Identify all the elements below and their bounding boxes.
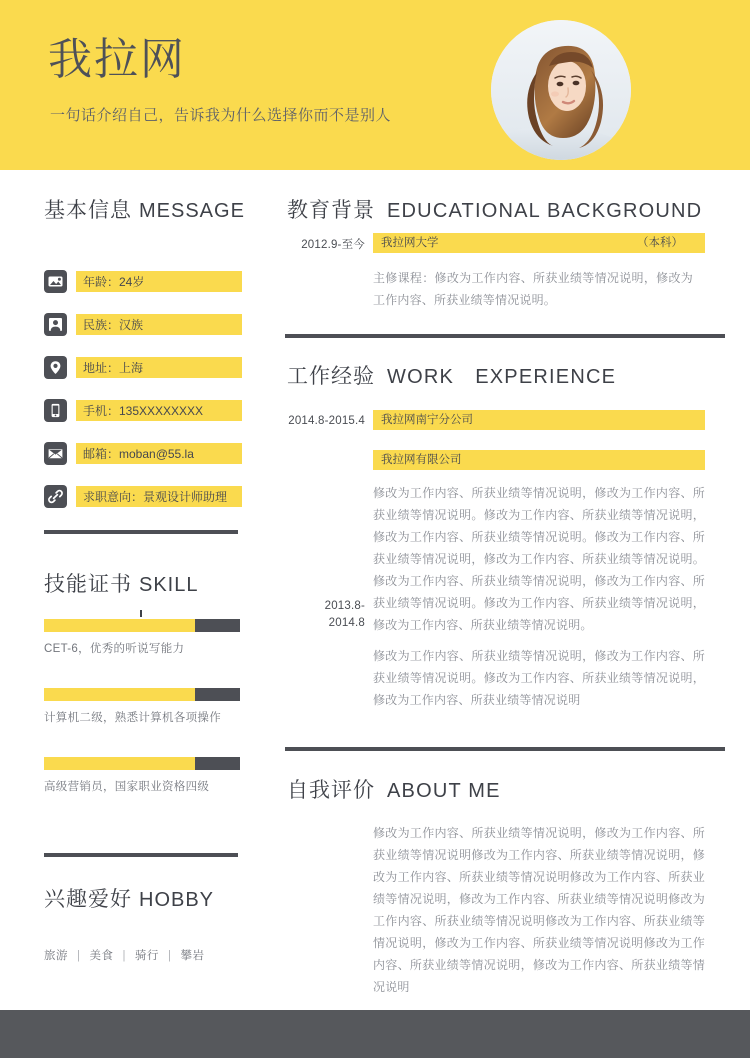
- basic-info-title-en: MESSAGE: [139, 200, 245, 222]
- hobby-separator-1: |: [77, 950, 81, 962]
- info-text-address: 地址：上海: [83, 361, 144, 375]
- info-row-age: [44, 270, 242, 294]
- skill-item-1: [44, 619, 240, 657]
- work-title-en: WORK EXPERIENCE: [387, 366, 617, 388]
- work-company-bar-1: [373, 410, 705, 430]
- hobby-separator-3: |: [168, 950, 172, 962]
- info-row-job-intention: [44, 485, 242, 509]
- hobby-item-4: 攀岩: [180, 950, 205, 962]
- skill-label-1: CET-6，优秀的听说写能力: [44, 643, 185, 655]
- footer-bar: [0, 1010, 750, 1058]
- header-slogan: 一句话介绍自己，告诉我为什么选择你而不是别人: [50, 107, 392, 124]
- about-title-en: ABOUT ME: [387, 780, 501, 802]
- page-title: 我拉网: [48, 35, 186, 84]
- about-description: 修改为工作内容、所获业绩等情况说明，修改为工作内容、所获业绩等情况说明修改为工作内容、所获业绩等情况说明，修改为工作内容、所获业绩等情况说明修改为工作内容、所获业绩等情况说明，修改为工作内容、所获业绩等情况说明修改为工作内容、所获业绩等情况说明修改为工作内容、所获业绩等情况说明，修改为工作内容、所获业绩等情况说明修改为工作内容、所获业绩等情况说明，修改为工作内容、所获业绩等情况说明: [373, 826, 705, 994]
- work-date-2-line1: 2013.8-: [324, 600, 365, 612]
- work-company-name-1: 我拉网南宁分公司: [381, 414, 473, 426]
- sidebar-section-title-skills: [44, 570, 254, 600]
- info-text-ethnicity: 民族：汉族: [83, 318, 144, 332]
- sidebar-section-title-basic-info: [44, 196, 254, 226]
- hobby-separator-2: |: [122, 950, 126, 962]
- info-text-job-intention: 求职意向：景观设计师助理: [83, 490, 228, 504]
- education-title-en: EDUCATIONAL BACKGROUND: [387, 200, 703, 222]
- section-title-work: [287, 360, 616, 390]
- hobby-list: [44, 948, 205, 964]
- education-school-name: 我拉网大学: [381, 237, 439, 249]
- skill-bar-3: [44, 757, 240, 770]
- info-pill-phone: [76, 400, 242, 421]
- info-pill-ethnicity: [76, 314, 242, 335]
- work-description-2: 修改为工作内容、所获业绩等情况说明，修改为工作内容、所获业绩等情况说明。修改为工作内容、所获业绩等情况说明，修改为工作内容、所获业绩等情况说明: [373, 649, 705, 707]
- info-text-phone: 手机：135XXXXXXXX: [83, 404, 204, 418]
- info-pill-job-intention: [76, 486, 242, 507]
- education-description: 主修课程：修改为工作内容、所获业绩等情况说明，修改为工作内容、所获业绩等情况说明。: [373, 271, 693, 307]
- section-title-about: [287, 774, 501, 804]
- divider-about: [285, 747, 725, 751]
- info-row-ethnicity: [44, 313, 242, 337]
- skill-fill-2: [44, 688, 195, 701]
- work-company-name-2: 我拉网有限公司: [381, 454, 462, 466]
- divider-work: [285, 334, 725, 338]
- hobby-item-1: 旅游: [44, 950, 68, 962]
- envelope-icon: [44, 442, 67, 465]
- education-school-bar: [373, 233, 705, 253]
- work-date-1: 2014.8-2015.4: [288, 415, 365, 427]
- person-icon: [44, 313, 67, 336]
- info-text-email: 邮箱：moban@55.la: [83, 447, 194, 461]
- info-text-age: 年龄：24岁: [83, 275, 145, 289]
- hobby-item-2: 美食: [89, 950, 114, 962]
- skill-item-2: [44, 688, 240, 726]
- education-degree: （本科）: [637, 237, 683, 249]
- header-banner: [0, 0, 750, 170]
- skill-bar-1: [44, 619, 240, 632]
- info-pill-age: [76, 271, 242, 292]
- sidebar-section-title-hobby: [44, 885, 254, 915]
- work-description-1: 修改为工作内容、所获业绩等情况说明，修改为工作内容、所获业绩等情况说明。修改为工作内容、所获业绩等情况说明，修改为工作内容、所获业绩等情况说明。修改为工作内容、所获业绩等情况说明，修改为工作内容、所获业绩等情况说明。修改为工作内容、所获业绩等情况说明，修改为工作内容、所获业绩等情况说明。修改为工作内容、所获业绩等情况说明，修改为工作内容、所获业绩等情况说明。: [373, 486, 705, 632]
- hobby-item-3: 骑行: [135, 950, 159, 962]
- main-content: [265, 170, 750, 994]
- skill-label-3: 高级营销员，国家职业资格四级: [44, 781, 210, 793]
- sidebar-divider-hobby: [44, 853, 238, 857]
- section-title-education: [287, 194, 702, 224]
- skills-title-en: SKILL: [139, 574, 199, 596]
- skill-bar-2: [44, 688, 240, 701]
- about-title-cn: 自我评价: [287, 779, 375, 802]
- info-row-email: [44, 442, 242, 466]
- sidebar: [0, 170, 265, 988]
- skill-fill-1: [44, 619, 195, 632]
- skills-title-cn: 技能证书: [44, 573, 132, 596]
- portrait-photo-icon: [491, 20, 631, 160]
- work-title-cn: 工作经验: [287, 365, 375, 388]
- location-pin-icon: [44, 356, 67, 379]
- avatar: [491, 20, 631, 160]
- skill-tick-1: [140, 610, 142, 617]
- info-pill-address: [76, 357, 242, 378]
- work-date-2-line2: 2014.8: [328, 617, 365, 629]
- work-company-bar-2: [373, 450, 705, 470]
- education-date-1: 2012.9-至今: [301, 239, 365, 251]
- work-date-2: [273, 598, 365, 632]
- hobby-title-en: HOBBY: [139, 889, 215, 911]
- photo-icon: [44, 270, 67, 293]
- education-title-cn: 教育背景: [287, 199, 375, 222]
- skill-fill-3: [44, 757, 195, 770]
- info-row-phone: [44, 399, 242, 423]
- basic-info-title-cn: 基本信息: [44, 199, 132, 222]
- hobby-title-cn: 兴趣爱好: [44, 888, 132, 911]
- sidebar-divider-skills: [44, 530, 238, 534]
- skill-label-2: 计算机二级，熟悉计算机各项操作: [44, 712, 221, 724]
- mobile-phone-icon: [44, 399, 67, 422]
- info-row-address: [44, 356, 242, 380]
- skill-item-3: [44, 757, 240, 795]
- info-pill-email: [76, 443, 242, 464]
- link-icon: [44, 485, 67, 508]
